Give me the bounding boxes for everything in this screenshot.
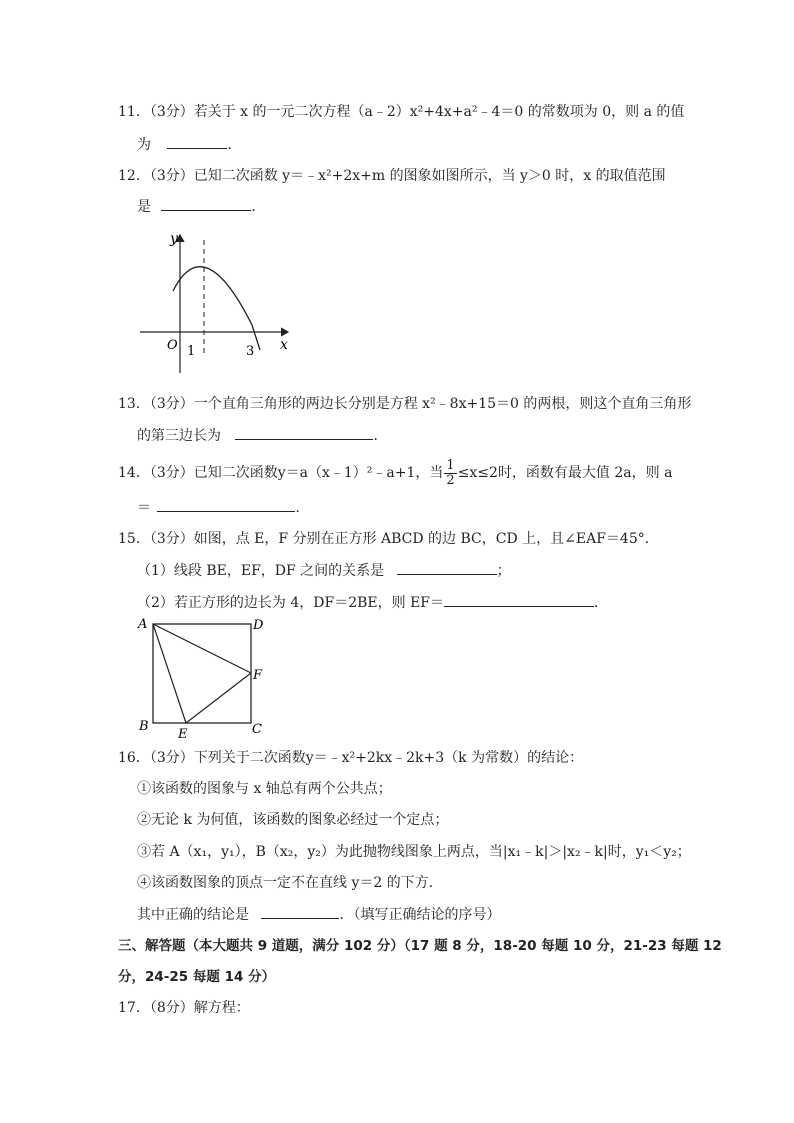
q14-prefix: ＝ — [137, 500, 151, 516]
q15-square-abcd — [153, 624, 251, 723]
q14-frac-den: 2 — [446, 472, 455, 488]
q14-suffix: ． — [295, 500, 310, 516]
q11-suffix: ． — [227, 137, 242, 153]
q15-line1: 15．（3分）如图，点 E，F 分别在正方形 ABCD 的边 BC，CD 上，且∠EAF＝45°． — [118, 531, 659, 547]
q16-item-3: ③若 A（x₁，y₁），B（x₂，y₂）为此抛物线图象上两点，当|x₁﹣k|＞|x₂﹣k|时，y₁＜y₂； — [137, 844, 691, 860]
q15-label-a: A — [138, 617, 148, 632]
q14-line2 — [137, 497, 309, 518]
section-3-heading-line1: 三、解答题（本大题共 9 道题，满分 102 分）（17 题 8 分，18-20 每题 10 分，21-23 每题 12 — [118, 938, 722, 954]
q14-text-b: ≤x≤2时，函数有最大值 2a，则 a — [457, 465, 673, 481]
q14-fraction — [444, 459, 456, 488]
q12-x-label: x — [280, 337, 288, 353]
q13-line1: 13．（3分）一个直角三角形的两边长分别是方程 x²﹣8x+15＝0 的两根，则这个直角三角形 — [118, 396, 692, 412]
q16-answer-suffix: ．（填写正确结论的序号） — [339, 907, 501, 923]
q12-tick-3: 3 — [246, 344, 255, 359]
q15-label-e: E — [178, 727, 188, 742]
q14-answer-blank[interactable] — [157, 497, 295, 512]
q14-text-a: 14．（3分）已知二次函数y＝a（x﹣1）²﹣a+1，当 — [118, 465, 444, 481]
q15-segment-ae — [153, 624, 186, 723]
q15-sub2 — [137, 592, 608, 613]
q14-line1 — [118, 458, 672, 488]
q15-sub2-text: （2）若正方形的边长为 4，DF＝2BE，则 EF＝ — [137, 595, 445, 611]
q13-prefix: 的第三边长为 — [137, 428, 221, 444]
q15-sub1-suffix: ； — [496, 563, 511, 579]
q16-answer-prefix: 其中正确的结论是 — [137, 907, 249, 923]
q16-answer-line — [137, 904, 500, 925]
q15-segment-ef — [186, 673, 251, 723]
q12-tick-1: 1 — [187, 344, 196, 359]
q17-line1: 17．（8分）解方程： — [118, 1000, 250, 1016]
q12-parabola-figure — [130, 225, 300, 380]
q13-line2 — [137, 425, 387, 446]
section-3-heading-line2: 分，24-25 每题 14 分） — [118, 969, 276, 985]
q15-segment-af — [153, 624, 251, 673]
q12-line2 — [137, 196, 265, 217]
q11-line2 — [137, 134, 241, 155]
q16-item-1: ①该函数的图象与 x 轴总有两个公共点； — [137, 781, 392, 797]
q12-suffix: ． — [251, 199, 266, 215]
q12-y-label: y — [170, 231, 178, 247]
q13-answer-blank[interactable] — [235, 425, 373, 440]
q16-line1: 16．（3分）下列关于二次函数y＝﹣x²+2kx﹣2k+3（k 为常数）的结论： — [118, 750, 584, 766]
q11-line1: 11．（3分）若关于 x 的一元二次方程（a﹣2）x²+4x+a²﹣4＝0 的常数项为 0，则 a 的值 — [118, 104, 685, 120]
q15-sub2-suffix: ． — [594, 595, 609, 611]
q12-parabola-curve — [173, 267, 260, 350]
q12-origin-label: O — [167, 338, 178, 353]
q12-prefix: 是 — [137, 199, 151, 215]
q11-answer-blank[interactable] — [167, 134, 227, 149]
q12-answer-blank[interactable] — [161, 196, 251, 211]
q15-sub2-blank[interactable] — [444, 592, 594, 607]
q13-suffix: ． — [373, 428, 388, 444]
q15-sub1 — [137, 560, 511, 581]
q15-sub1-blank[interactable] — [397, 560, 497, 575]
q15-label-d: D — [253, 618, 264, 633]
q15-square-figure — [132, 612, 272, 742]
q15-label-f: F — [253, 668, 263, 683]
q16-answer-blank[interactable] — [261, 904, 339, 919]
q15-label-b: B — [139, 719, 149, 734]
q15-sub1-text: （1）线段 BE，EF，DF 之间的关系是 — [137, 563, 385, 579]
q16-item-2: ②无论 k 为何值，该函数的图象必经过一个定点； — [137, 812, 449, 828]
q15-label-c: C — [252, 722, 262, 737]
q14-frac-num: 1 — [446, 457, 455, 473]
q11-prefix: 为 — [137, 137, 151, 153]
q16-item-4: ④该函数图象的顶点一定不在直线 y＝2 的下方． — [137, 875, 443, 891]
q12-line1: 12．（3分）已知二次函数 y＝﹣x²+2x+m 的图象如图所示，当 y＞0 时，x 的取值范围 — [118, 168, 666, 184]
